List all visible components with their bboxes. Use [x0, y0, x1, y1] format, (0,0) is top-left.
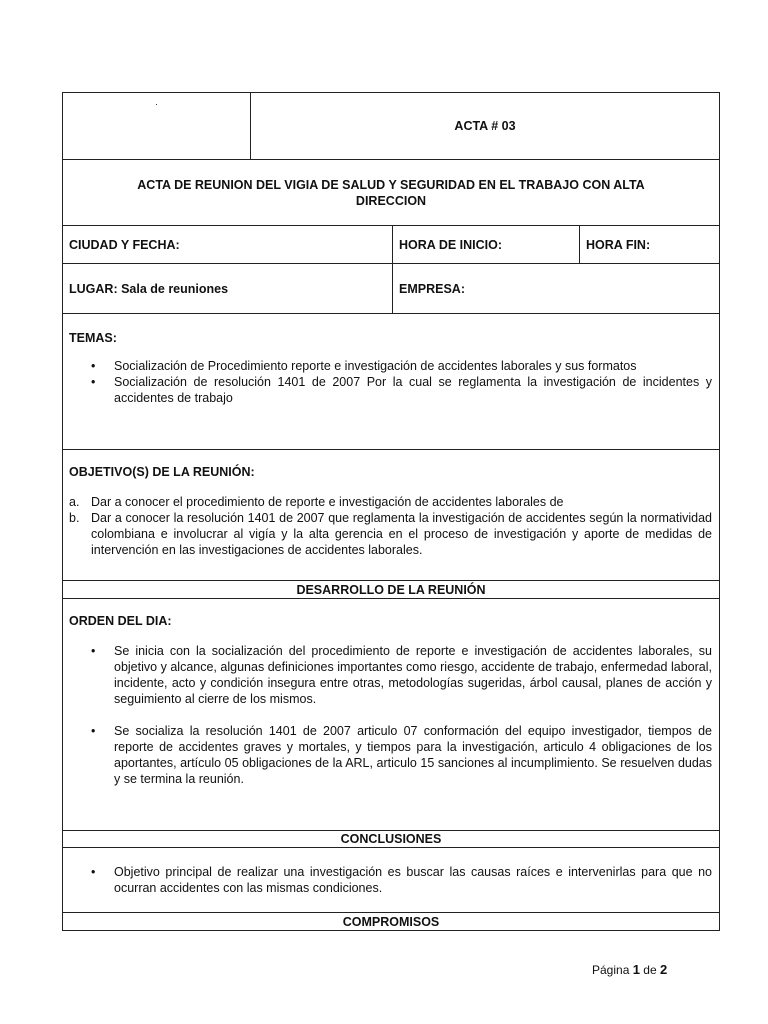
hora-inicio-label: HORA DE INICIO:: [392, 226, 579, 263]
list-item: • Objetivo principal de realizar una investigación es buscar las causas raíces e intervenirlas para que no ocurran accidentes con las mismas condiciones.: [91, 865, 712, 895]
acta-document: [62, 92, 720, 931]
list-item: • Se socializa la resolución 1401 de 2007 articulo 07 conformación del equipo investigador, tiempos de reporte de accidentes graves y mortales, y tiempos para la investigación, articulo 4 obligaciones de los aportantes, artículo 05 obligaciones de la ARL, articulo 15 sanciones al incumplimiento. Se resuelven dudas y se termina la reunión.: [91, 724, 712, 786]
compromisos-heading: COMPROMISOS: [342, 914, 440, 929]
ciudad-fecha-label: CIUDAD Y FECHA:: [69, 237, 180, 252]
list-item: • Se inicia con la socialización del procedimiento de reporte e investigación de accidentes laborales, su objetivo y alcance, algunas definiciones importantes como riesgo, accidente de trabajo, enfermedad laboral, incidente, acto y condición insegura entre otras, metodologías sugeridas, árbol causal, planes de acción y seguimiento al cierre de los mismos.: [91, 644, 712, 706]
compromisos-heading-row: [63, 913, 719, 930]
hora-fin-label: HORA FIN:: [579, 226, 719, 263]
orden-list: [69, 643, 713, 787]
list-item: • Socialización de resolución 1401 de 2007 Por la cual se reglamenta la investigación de incidentes y accidentes de trabajo: [91, 375, 712, 405]
logo-box: [63, 93, 250, 159]
document-title: ACTA DE REUNION DEL VIGIA DE SALUD Y SEGURIDAD EN EL TRABAJO CON ALTA DIRECCION: [137, 177, 645, 208]
conclusiones-list: [69, 864, 713, 896]
acta-number: ACTA # 03: [250, 93, 719, 159]
objetivos-list: [69, 494, 713, 558]
list-item: • Socialización de Procedimiento reporte e investigación de accidentes laborales y sus formatos: [91, 359, 637, 373]
header-row: [63, 93, 719, 160]
conclusiones-section: [63, 848, 719, 913]
orden-section: [63, 599, 719, 831]
desarrollo-heading: DESARROLLO DE LA REUNIÓN: [296, 582, 486, 597]
title-row: [63, 160, 719, 226]
temas-list: [69, 358, 713, 406]
objetivos-section: [63, 450, 719, 581]
lugar-label: LUGAR: Sala de reuniones: [69, 281, 229, 296]
temas-section: [63, 314, 719, 450]
place-row: [63, 264, 719, 314]
empresa-label: EMPRESA:: [392, 264, 719, 313]
objetivos-heading: OBJETIVO(S) DE LA REUNIÓN:: [69, 465, 255, 479]
temas-heading: TEMAS:: [69, 331, 117, 345]
desarrollo-heading-row: [63, 581, 719, 599]
logo-mark: .: [155, 97, 158, 107]
conclusiones-heading-row: [63, 831, 719, 848]
conclusiones-heading: CONCLUSIONES: [340, 832, 442, 846]
list-item: a. Dar a conocer el procedimiento de reporte e investigación de accidentes laborales de: [69, 495, 564, 509]
page-number: Página 1 de 2: [592, 962, 668, 977]
list-item: b. Dar a conocer la resolución 1401 de 2007 que reglamenta la investigación de accidentes según la normatividad colombiana e involucrar al vigía y la alta gerencia en el proceso de investigación y aporte de medidas de intervención en las investigaciones de accidentes laborales.: [69, 511, 712, 557]
date-time-row: [63, 226, 719, 264]
orden-heading: ORDEN DEL DIA:: [69, 614, 172, 628]
